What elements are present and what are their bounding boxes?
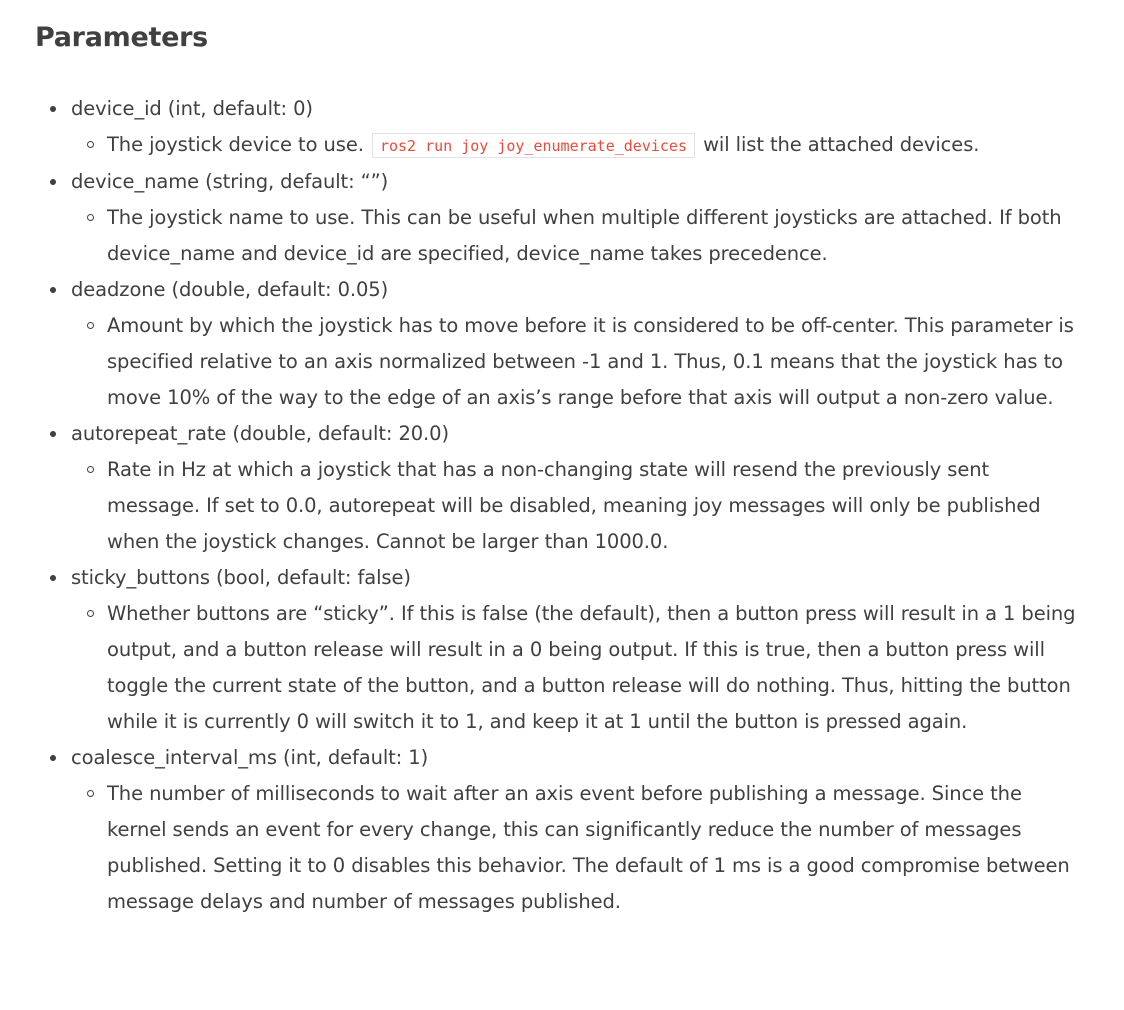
description-text: The joystick device to use. [107,133,370,156]
param-device-name [0,164,1124,272]
param-device-id [0,91,1124,164]
param-coalesce-interval-ms [0,740,1124,920]
circle-bullet-icon [87,141,94,148]
param-description [107,308,1082,416]
param-description-list [71,596,1124,740]
bullet-icon [50,575,56,581]
parameter-list [0,91,1124,920]
param-description [107,452,1082,560]
description-text: wil list the attached devices. [696,133,980,156]
code-literal: ros2 run joy joy_enumerate_devices [372,133,695,158]
bullet-icon [50,431,56,437]
param-description [107,127,1082,164]
circle-bullet-icon [87,214,94,221]
param-description [107,776,1082,920]
description-text: The joystick name to use. This can be useful when multiple different joysticks are attached. If both device_name and device_id are specified, device_name takes precedence. [107,206,1062,265]
description-text: Rate in Hz at which a joystick that has a non-changing state will resend the previously sent message. If set to 0.0, autorepeat will be disabled, meaning joy messages will only be published when the joystick changes. Cannot be larger than 1000.0. [107,458,1041,553]
description-text: The number of milliseconds to wait after an axis event before publishing a message. Since the kernel sends an event for every change, this can significantly reduce the number of messages published. Setting it to 0 disables this behavior. The default of 1 ms is a good compromise between message delays and number of messages published. [107,782,1070,913]
param-name: sticky_buttons (bool, default: false) [71,566,411,589]
param-autorepeat-rate [0,416,1124,560]
circle-bullet-icon [87,466,94,473]
description-text: Amount by which the joystick has to move before it is considered to be off-center. This parameter is specified relative to an axis normalized between -1 and 1. Thus, 0.1 means that the joystick has to move 10% of the way to the edge of an axis’s range before that axis will output a non-zero value. [107,314,1074,409]
param-description-list [71,452,1124,560]
param-description [107,596,1082,740]
param-name: autorepeat_rate (double, default: 20.0) [71,422,449,445]
circle-bullet-icon [87,610,94,617]
param-name: coalesce_interval_ms (int, default: 1) [71,746,429,769]
bullet-icon [50,287,56,293]
param-description-list [71,776,1124,920]
param-name: device_name (string, default: “”) [71,170,389,193]
param-description [107,200,1082,272]
circle-bullet-icon [87,322,94,329]
bullet-icon [50,179,56,185]
param-sticky-buttons [0,560,1124,740]
param-name: device_id (int, default: 0) [71,97,313,120]
bullet-icon [50,106,56,112]
param-description-list [71,308,1124,416]
circle-bullet-icon [87,790,94,797]
description-text: Whether buttons are “sticky”. If this is false (the default), then a button press will result in a 1 being output, and a button release will result in a 0 being output. If this is true, then a button press will toggle the current state of the button, and a button release will do nothing. Thus, hitting the button while it is currently 0 will switch it to 1, and keep it at 1 until the button is pressed again. [107,602,1076,733]
param-description-list [71,200,1124,272]
param-name: deadzone (double, default: 0.05) [71,278,389,301]
param-description-list [71,127,1124,164]
bullet-icon [50,755,56,761]
section-title: Parameters [35,22,208,53]
param-deadzone [0,272,1124,416]
